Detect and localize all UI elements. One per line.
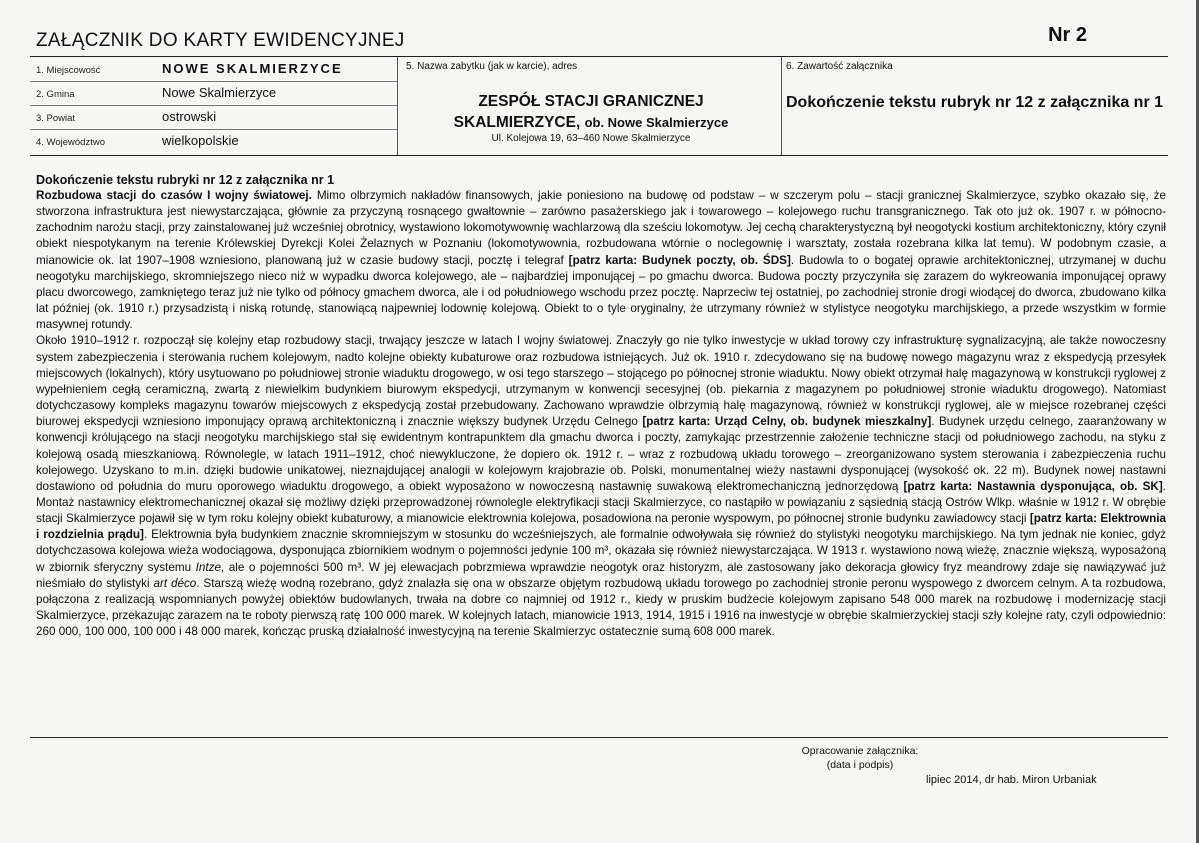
monument-name-sub: ob. Nowe Skalmierzyce	[584, 115, 729, 130]
field-value: ostrowski	[162, 109, 217, 124]
contents-label: 6. Zawartość załącznika	[786, 61, 893, 72]
bottom-rule	[30, 737, 1168, 738]
contents-text: Dokończenie tekstu rubryk nr 12 z załącznika nr 1	[786, 94, 1164, 111]
field-commune	[30, 81, 397, 106]
column-divider	[397, 57, 398, 155]
body-paragraph-2	[36, 333, 1166, 640]
italic-term: Intze	[195, 560, 221, 574]
header-grid	[30, 56, 1168, 156]
prepared-sublabel: (data i podpis)	[826, 759, 894, 771]
monument-name-line1: ZESPÓŁ STACJI GRANICZNEJ	[478, 93, 704, 110]
field-voivodeship	[30, 129, 397, 153]
text-run: . Elektrownia była budynkiem znacznie skromniejszym w stosunku do wcześniejszych, ale formalnie odwoływała się również do stylistyki neogotyku marchijskiego. Na tym jednak nie koniec, gdyż dotychczasowa kolejowa wieża wodociągowa, dysponująca zbiornikiem wodnym o pojemności jedynie 100 m³, okazała się również niewystarczająca. W 1913 r. wystawiono nową wieżę, znacznie większą, wyposażoną w zbiornik sferyczny systemu	[36, 528, 1166, 574]
field-label: 4. Województwo	[36, 137, 105, 148]
text-run: . Montaż nastawnicy elektromechanicznej okazał się możliwy dzięki przeprowadzonej równolegle elektryfikacji stacji Skalmierzyce, co nastąpiło w powiązaniu z sąsiednią stacją Ostrów Wlkp. właśnie w 1912 r. W obrębie stacji Skalmierzyce pojawił się w tym roku kolejny obiekt kubaturowy, a mianowicie elektrownia kolejowa, posadowiona na peronie wyspowym, po północnej stronie budynku zawiadowcy stacji	[36, 479, 1166, 526]
text-run: . Starszą wieżę wodną rozebrano, gdyż znalazła się ona w obszarze objętym rozbudową układu torowego po zachodniej stronie peronu wyspowego z dworcem celnym. A ta rozbudowa, połączona z realizacją wspomnianych powyżej obiektów budowlanych, trwała na dobre co najmniej od 1912 r., kiedy w pruskim budżecie kolejowym zapisano 548 000 marek na rozbudowę i modernizację stacji Skalmierzyce, przekazując zarazem na te roboty pierwszą ratę 100 000 marek. W kolejnych latach, mianowicie 1913, 1914, 1915 i 1916 na inwestycje w obrębie skalmierzyckiej stacji szły kolejne raty, czyli odpowiednio: 260 000, 100 000, 100 000 i 48 000 marek, kończąc pruską działalność inwestycyjną na terenie Skalmierzyc ostatecznie sumą 608 000 marek.	[36, 576, 1166, 639]
italic-term: art déco	[153, 576, 197, 590]
field-value: NOWE SKALMIERZYCE	[162, 61, 343, 76]
text-run: , ale o pojemności 500 m³. W jej elewacjach pobrzmiewa wprawdzie neogotyk oraz historyzm, ale zastosowany jako dekoracja głowicy fryz meandrowy zdaje się nawiązywać już nieśmiało do stylistyki	[36, 560, 1166, 590]
prepared-block	[760, 744, 960, 772]
field-label: 2. Gmina	[36, 89, 75, 100]
monument-address: Ul. Kolejowa 19, 63–460 Nowe Skalmierzyce	[491, 133, 691, 144]
field-label: 3. Powiat	[36, 113, 76, 124]
field-locality	[30, 57, 397, 82]
text-run: Około 1910–1912 r. rozpoczął się kolejny etap rozbudowy stacji, trwający jeszcze w latach I wojny światowej. Znaczyły go nie tylko inwestycje w układ torowy czy infrastrukturę sygnalizacyjną, ale także nowoczesny system zabezpieczenia i sterowania ruchem kolejowym, nadto kolejne obiekty kubaturowe oraz rozbudowa istniejących. Już ok. 1910 r. zdecydowano się na budowę nowego magazynu wraz z ekspedycją przesyłek miejscowych (lokalnych), który usytuowano po południowej stronie wiaduktu drogowego, w osi tego starszego – stojącego po północnej stronie wiaduktu. Nowy obiekt otrzymał halę magazynową w konstrukcji ryglowej z wypełnieniem cegłą ceramiczną, zwartą z niewielkim budynkiem biurowym ekspedycji, utrzymanym w konwencji secesyjnej (ob. piekarnia z magazynem po południowej stronie wiaduktu drogowego). Natomiast dotychczasowy kompleks magazynu towarów miejscowych z ekspedycją został przebudowany. Zachowano wprawdzie olbrzymią halę magazynową, również w konstrukcji ryglowej, ale w miejsce rozebranej części biurowej ekspedycji wzniesiono imponujący oprawą architektoniczną i znacznie większy budynek Urzędu Celnego	[36, 334, 1166, 429]
date-signature: lipiec 2014, dr hab. Miron Urbaniak	[926, 774, 1097, 786]
form-number: Nr 2	[1048, 24, 1087, 46]
card-reference: [patrz karta: Nastawnia dysponująca, ob. SK]	[903, 479, 1163, 493]
card-reference: [patrz karta: Elektrownia i rozdzielnia prądu]	[36, 512, 1166, 542]
field-value: wielkopolskie	[162, 133, 239, 148]
card-reference: [patrz karta: Urząd Celny, ob. budynek mieszkalny]	[642, 415, 932, 429]
prepared-label: Opracowanie załącznika:	[801, 745, 919, 757]
card-reference: [patrz karta: Budynek poczty, ob. ŚDS]	[568, 253, 791, 267]
monument-name-town: SKALMIERZYCE,	[453, 114, 581, 131]
body-paragraph-1	[36, 188, 1166, 333]
section-title: Dokończenie tekstu rubryki nr 12 z załącznika nr 1	[36, 173, 335, 187]
body-area	[36, 172, 1166, 737]
monument-label: 5. Nazwa zabytku (jak w karcie), adres	[406, 61, 578, 72]
text-run: . Budynek urzędu celnego, zaaranżowany w konwencji królującego na stacji neogotyku marchijskiego stał się ewidentnym kontrapunktem dla gmachu dworca i poczty, zamykając przestrzennie założenie techniczne stacji od południowego zachodu, na styku z kolejową osadą mieszkaniową. Równolegle, w latach 1911–1912, choć niewykluczone, że dopiero ok. 1912 r. – wraz z rozbudową układu torowego – zreorganizowano system sterowania i zabezpieczenia ruchu kolejowego. Uzyskano to m.in. dzięki budowie unikatowej, nieznajdującej analogii w kolejowym krajobrazie ob. Polski, monumentalnej wieży nastawni dysponującej (wysokość ok. 22 m). Budynek nowej nastawni dostawiono od południa do muru oporowego wiaduktu drogowego, a obiekt wyposażono w nowoczesną nastawnię suwakową elektromechaniczną jednorzędową	[36, 415, 1166, 493]
form-title: ZAŁĄCZNIK DO KARTY EWIDENCYJNEJ	[36, 30, 405, 51]
field-value: Nowe Skalmierzyce	[162, 85, 277, 100]
field-label: 1. Miejscowość	[36, 65, 101, 76]
text-run: . Budowla to o bogatej oprawie architektonicznej, utrzymanej w duchu neogotyku marchijskiego, skromniejszego nieco niż w wypadku dworca kolejowego, ale – najbardziej imponującej – po gmachu dworca. Budowa poczty przyczyniła się zarazem do wykreowania imponującej oprawy placu dworcowego, zamkniętego teraz już nie tylko od północy gmachem dworca, ale i od południowego wschodu przez pocztę. Naprzeciw tej ostatniej, po zachodniej stronie drogi wiodącej do dworca, zbudowano kilka lat później (ok. 1910 r.) przysadzistą i niską rotundę, stanowiącą najpewniej lodownię kolejową. Obiekt to o tyle oryginalny, że utrzymany również w stylistyce neogotyku marchijskiego, a przede wszystkim w formie masywnej rotundy.	[36, 253, 1166, 332]
monument-name-line2	[400, 112, 782, 133]
monument-name	[400, 91, 782, 133]
lead-heading: Rozbudowa stacji do czasów I wojny światowej.	[36, 189, 312, 202]
field-district	[30, 105, 397, 130]
text-run: Mimo olbrzymich nakładów finansowych, jakie poniesiono na budowę od podstaw – w szczerym polu – stacji granicznej Skalmierzyce, szybko okazało się, że stworzona infrastruktura jest niewystarczająca, głównie za przyczyną rosnącego gwałtownie – zarówno pasażerskiego jak i towarowego – kolejowego ruchu transgranicznego. Tak oto już ok. 1907 r. w północno-zachodnim narożu stacji, przy zainstalowanej już wcześniej obrotnicy, wystawiono lokomotywownię wachlarzową dla sześciu lokomotyw. Jej cechą charakterystyczną był neogotycki kostium architektoniczny, który czynił obiekt niespotykanym na terenie Królewskiej Dyrekcji Kolei Żelaznych w Poznaniu (lokomotywownia, rozbudowana wtórnie o noclegownię i warsztaty, została rozebrana kilka lat temu). W podobnym czasie, a mianowicie ok. lat 1907–1908 wzniesiono, planowaną już w czasie budowy stacji, pocztę i telegraf	[36, 189, 1166, 267]
